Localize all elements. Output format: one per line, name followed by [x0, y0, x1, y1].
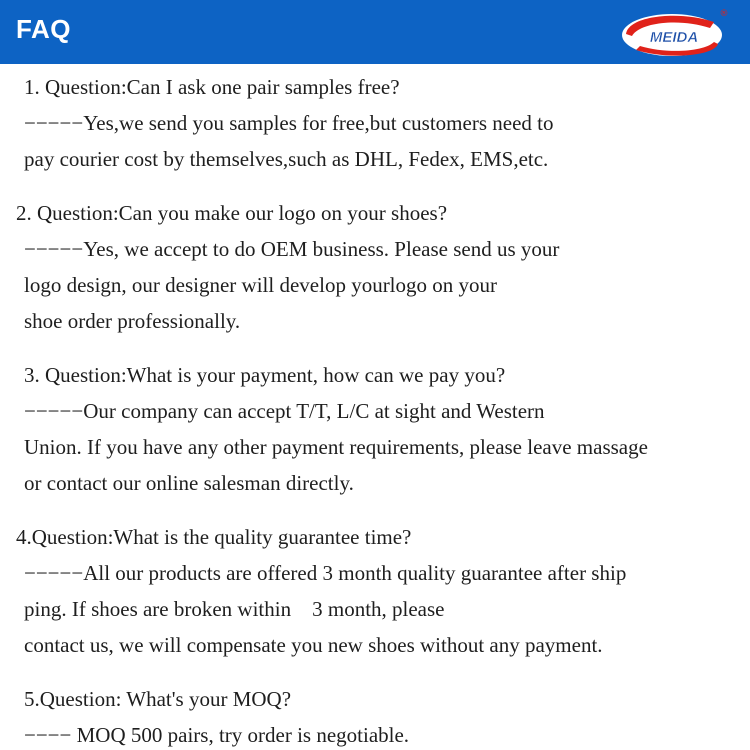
question-3: 3. Question:What is your payment, how can we pay you? [24, 363, 506, 387]
meida-logo-icon [618, 4, 734, 62]
answer-3-line-3: or contact our online salesman directly. [24, 471, 354, 495]
answer-2-line-3: shoe order professionally. [24, 309, 241, 333]
question-1: 1. Question:Can I ask one pair samples free? [24, 75, 400, 99]
answer-5-line-1: −−−− MOQ 500 pairs, try order is negotiable. [24, 723, 410, 747]
answer-4-line-2: ping. If shoes are broken within 3 month, please [24, 597, 445, 621]
logo-brand-text: MEIDA [649, 29, 699, 46]
answer-2-line-2: logo design, our designer will develop yourlogo on your [24, 273, 498, 297]
answer-4-line-1: −−−−−All our products are offered 3 month quality guarantee after ship [24, 561, 627, 585]
registered-mark: ® [719, 9, 729, 19]
answer-4-line-3: contact us, we will compensate you new shoes without any payment. [24, 633, 603, 657]
question-5: 5.Question: What's your MOQ? [24, 687, 292, 711]
meida-logo [618, 4, 734, 62]
page-title: FAQ [16, 14, 71, 44]
answer-2-line-1: −−−−−Yes, we accept to do OEM business. Please send us your [24, 237, 560, 261]
answer-3-line-1: −−−−−Our company can accept T/T, L/C at sight and Western [24, 399, 545, 423]
answer-3-line-2: Union. If you have any other payment requirements, please leave massage [24, 435, 648, 459]
answer-1-line-2: pay courier cost by themselves,such as DHL, Fedex, EMS,etc. [24, 147, 549, 171]
header-bar [0, 0, 750, 64]
question-4: 4.Question:What is the quality guarantee time? [16, 525, 412, 549]
answer-1-line-1: −−−−−Yes,we send you samples for free,but customers need to [24, 111, 554, 135]
question-2: 2. Question:Can you make our logo on your shoes? [16, 201, 448, 225]
